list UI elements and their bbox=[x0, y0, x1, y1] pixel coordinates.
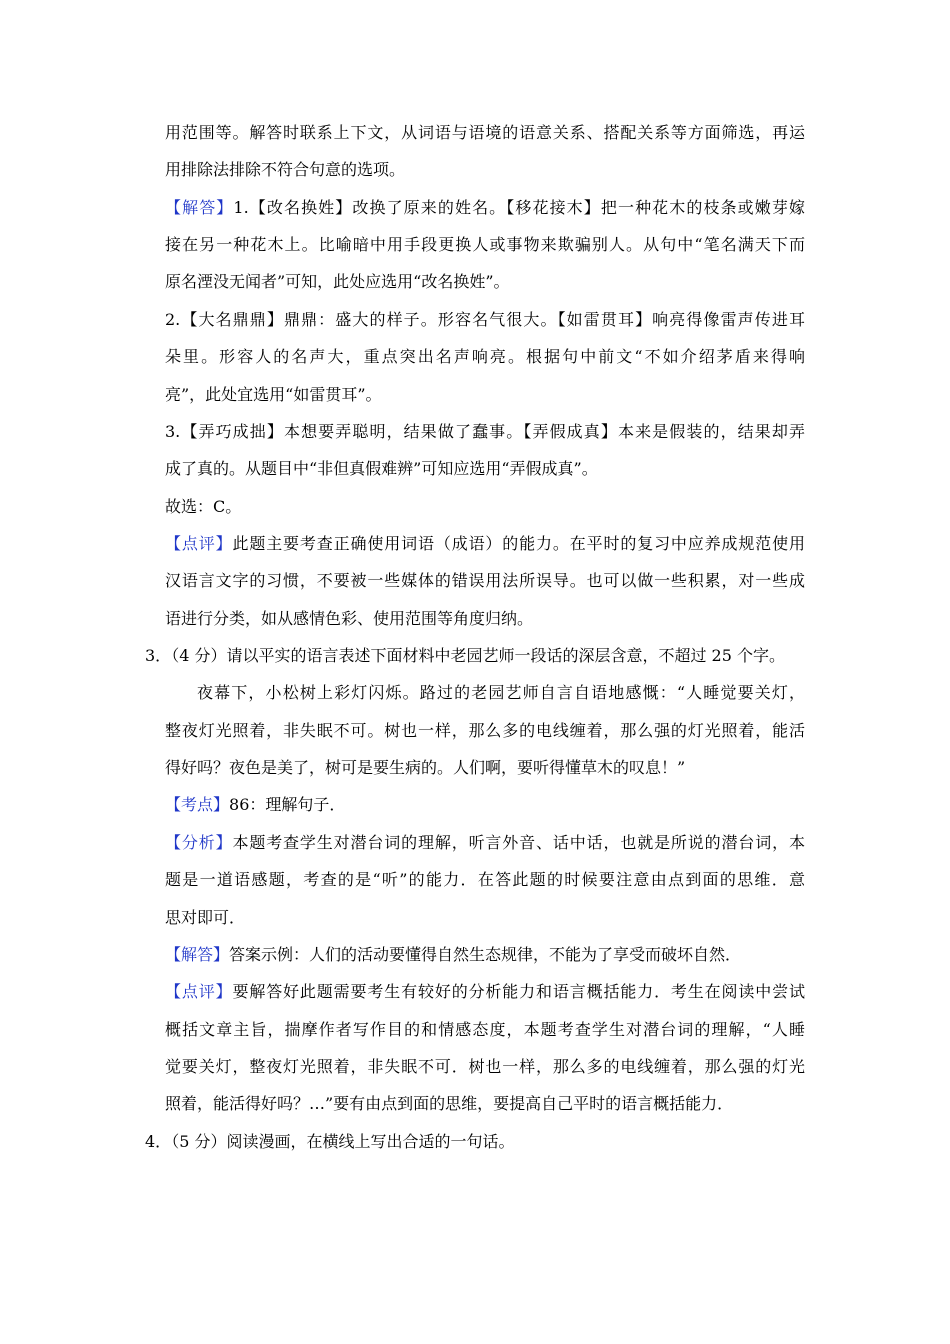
dianping-text: 要解答好此题需要考生有较好的分析能力和语言概括能力．考生在阅读中尝试 bbox=[232, 982, 805, 1002]
fenxi-text: 本题考查学生对潜台词的理解，听言外音、话中话，也就是所说的潜台词，本 bbox=[232, 832, 805, 852]
dianping-label: 【点评】 bbox=[165, 982, 233, 1002]
fenxi-line bbox=[165, 824, 805, 861]
answer-line: 3.【弄巧成拙】本想要弄聪明，结果做了蠢事。【弄假成真】本来是假装的，结果却弄 bbox=[165, 421, 805, 441]
question-score: （5 分） bbox=[171, 1131, 227, 1151]
answer-line bbox=[165, 189, 805, 226]
answer-line: 亮”，此处宜选用“如雷贯耳”。 bbox=[165, 384, 382, 404]
material-line: 得好吗？夜色是美了，树可是要生病的。人们啊，要听得懂草木的叹息！” bbox=[165, 758, 686, 778]
fenxi-line: 思对即可． bbox=[165, 907, 246, 927]
answer-line: 2.【大名鼎鼎】鼎鼎：盛大的样子。形容名气很大。【如雷贯耳】响亮得像雷声传进耳 bbox=[165, 309, 805, 329]
fenxi-line: 题是一道语感题，考查的是“听”的能力．在答此题的时候要注意由点到面的思维．意 bbox=[165, 870, 805, 890]
question-4-stem bbox=[145, 1123, 805, 1160]
comment-line: 语进行分类，如从感情色彩、使用范围等角度归纳。 bbox=[165, 608, 534, 628]
fenxi-label: 【分析】 bbox=[165, 832, 233, 852]
question-score: （4 分） bbox=[171, 646, 227, 666]
material-line: 夜幕下，小松树上彩灯闪烁。路过的老园艺师自言自语地感慨：“人睡觉要关灯， bbox=[197, 683, 805, 703]
answer-line: 成了真的。从题目中“非但真假难辨”可知应选用“弄假成真”。 bbox=[165, 459, 598, 479]
answer-line: 原名湮没无闻者”可知，此处应选用“改名换姓”。 bbox=[165, 272, 510, 292]
question-3-stem bbox=[145, 637, 805, 674]
jieda-line bbox=[165, 936, 805, 973]
question-number: 3． bbox=[145, 646, 172, 666]
kaodian-text: 86：理解句子． bbox=[229, 795, 346, 815]
dianping-line bbox=[165, 973, 805, 1010]
comment-line bbox=[165, 525, 805, 562]
comment-label: 【点评】 bbox=[165, 533, 233, 553]
choice-line: 故选：C。 bbox=[165, 496, 242, 516]
dianping-line: 照着，能活得好吗？…”要有由点到面的思维，要提高自己平时的语言概括能力． bbox=[165, 1094, 734, 1114]
jieda-label: 【解答】 bbox=[165, 944, 230, 964]
analysis-line: 用范围等。解答时联系上下文，从词语与语境的语意关系、搭配关系等方面筛选，再运 bbox=[165, 123, 805, 142]
question-number: 4． bbox=[145, 1131, 172, 1151]
answer-label: 【解答】 bbox=[165, 197, 234, 217]
dianping-line: 概括文章主旨，揣摩作者写作目的和情感态度，本题考查学生对潜台词的理解，“人睡 bbox=[165, 1019, 805, 1039]
comment-line: 汉语言文字的习惯，不要被一些媒体的错误用法所误导。也可以做一些积累，对一些成 bbox=[165, 571, 805, 591]
jieda-text: 答案示例：人们的活动要懂得自然生态规律，不能为了享受而破坏自然． bbox=[229, 944, 742, 964]
question-text: 请以平实的语言表述下面材料中老园艺师一段话的深层含意，不超过 25 个字。 bbox=[226, 646, 786, 666]
answer-line: 接在另一种花木上。比喻暗中用手段更换人或事物来欺骗别人。从句中“笔名满天下而 bbox=[165, 235, 805, 255]
answer-text: 1.【改名换姓】改换了原来的姓名。【移花接木】把一种花木的枝条或嫩芽嫁 bbox=[233, 197, 805, 217]
dianping-line: 觉要关灯，整夜灯光照着，非失眠不可．树也一样，那么多的电线缠着，那么强的灯光 bbox=[165, 1056, 805, 1076]
analysis-line: 用排除法排除不符合句意的选项。 bbox=[165, 160, 406, 180]
comment-text: 此题主要考查正确使用词语（成语）的能力。在平时的复习中应养成规范使用 bbox=[232, 533, 805, 553]
question-text: 阅读漫画，在横线上写出合适的一句话。 bbox=[226, 1131, 515, 1151]
answer-line: 朵里。形容人的名声大，重点突出名声响亮。根据句中前文“不如介绍茅盾来得响 bbox=[165, 347, 805, 367]
material-line: 整夜灯光照着，非失眠不可。树也一样，那么多的电线缠着，那么强的灯光照着，能活 bbox=[165, 720, 805, 740]
kaodian-label: 【考点】 bbox=[165, 795, 230, 815]
document-page bbox=[145, 114, 805, 1160]
kaodian-line bbox=[165, 786, 805, 823]
